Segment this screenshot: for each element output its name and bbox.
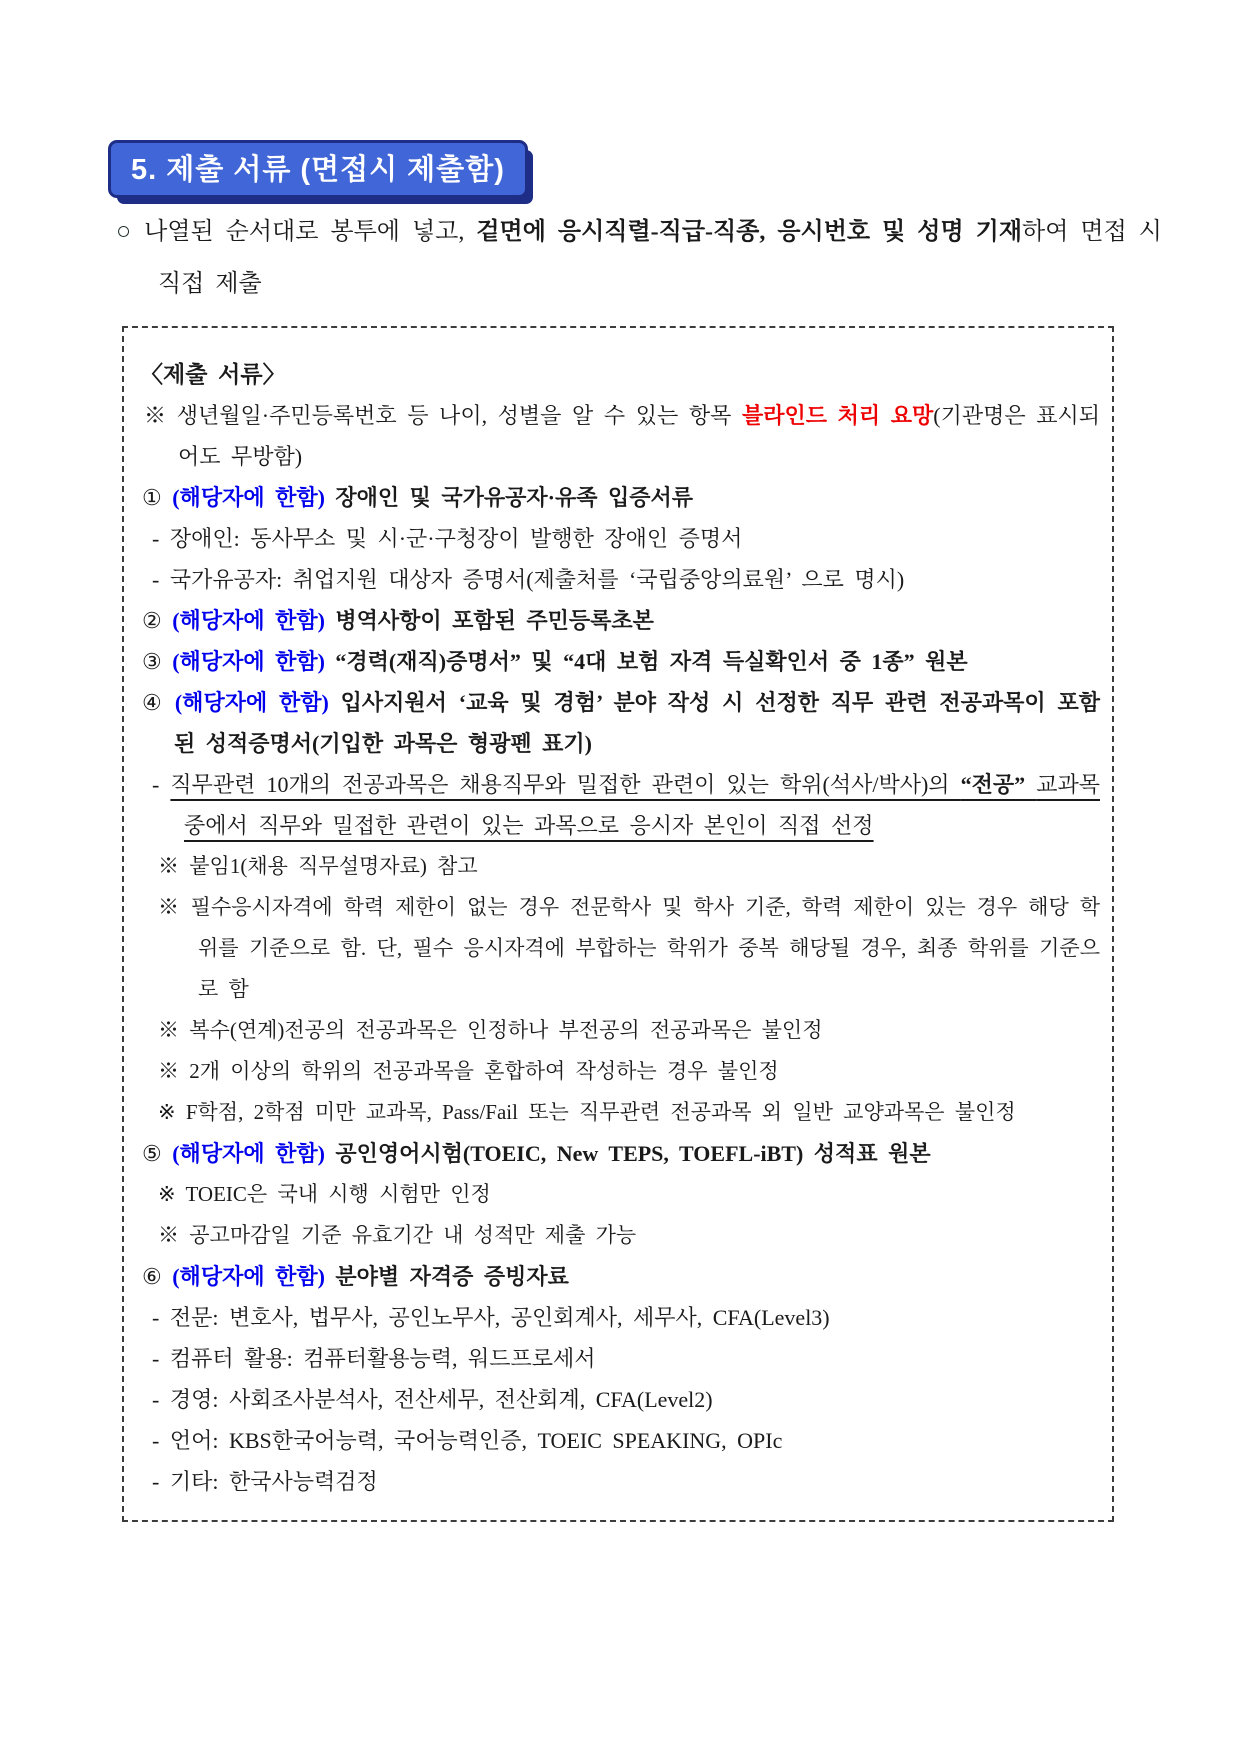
text-run: 블라인드 처리 요망 <box>742 403 934 428</box>
text-run: 〈제출 서류〉 <box>140 362 286 387</box>
doc-line <box>134 1379 1100 1420</box>
text-run: 교과목 중에서 직무와 밀접한 관련이 있는 과목으로 응시자 본인이 직접 선정 <box>184 772 1100 838</box>
doc-line <box>134 1215 1100 1256</box>
text-run: (해당자에 한함) <box>172 485 325 510</box>
doc-line <box>134 764 1100 846</box>
doc-line <box>134 1256 1100 1297</box>
doc-line <box>134 1133 1100 1174</box>
text-run: ※ 공고마감일 기준 유효기간 내 성적만 제출 가능 <box>158 1223 637 1247</box>
doc-line <box>134 1461 1100 1502</box>
doc-line <box>134 477 1100 518</box>
text-run: 나열된 순서대로 봉투에 넣고, <box>144 219 477 245</box>
text-run: (기관명은 표시되어도 무방함) <box>178 403 1100 469</box>
text-run: (해당자에 한함) <box>172 1264 325 1289</box>
text-run: 겉면에 응시직렬-직급-직종, 응시번호 및 성명 기재 <box>476 219 1023 245</box>
doc-line <box>134 682 1100 764</box>
text-run: - <box>152 772 171 797</box>
doc-box <box>122 326 1114 1522</box>
text-run: - 전문: 변호사, 법무사, 공인노무사, 공인회계사, 세무사, CFA(Level3) <box>152 1305 830 1330</box>
text-run: 직무관련 10개의 전공과목은 채용직무와 밀접한 관련이 있는 학위(석사/박사)의 <box>170 772 961 797</box>
text-run: ③ <box>142 649 173 674</box>
doc-line <box>134 395 1100 477</box>
text-run <box>325 1264 336 1289</box>
text-run: (해당자에 한함) <box>172 649 325 674</box>
text-run: ※ 2개 이상의 학위의 전공과목을 혼합하여 작성하는 경우 불인정 <box>158 1059 779 1083</box>
doc-line <box>134 1297 1100 1338</box>
circle-bullet-icon: ○ <box>116 218 133 245</box>
text-run: (해당자에 한함) <box>172 608 325 633</box>
intro-text <box>144 219 1162 297</box>
doc-line <box>134 1338 1100 1379</box>
doc-line <box>134 1010 1100 1051</box>
text-run <box>325 485 336 510</box>
text-run: (해당자에 한함) <box>174 690 329 715</box>
text-run: ④ <box>142 690 175 715</box>
section-title: 5. 제출 서류 (면접시 제출함) <box>108 140 528 198</box>
doc-line <box>134 518 1100 559</box>
intro-paragraph <box>116 206 1162 310</box>
text-run: ② <box>142 608 173 633</box>
text-run: 하여 면접 시 직접 제출 <box>158 219 1162 297</box>
text-run: - 언어: KBS한국어능력, 국어능력인증, TOEIC SPEAKING, OPIc <box>152 1428 783 1453</box>
text-run: “경력(재직)증명서” 및 “4대 보험 자격 득실확인서 중 1종” 원본 <box>335 649 968 674</box>
text-run <box>329 690 341 715</box>
text-run: 장애인 및 국가유공자·유족 입증서류 <box>335 485 694 510</box>
doc-line <box>134 1092 1100 1133</box>
text-run: ※ 붙임1(채용 직무설명자료) 참고 <box>158 854 478 878</box>
text-run: “전공” <box>960 772 1037 797</box>
text-run: (해당자에 한함) <box>172 1141 325 1166</box>
doc-line <box>134 1420 1100 1461</box>
text-run: 병역사항이 포함된 주민등록초본 <box>335 608 654 633</box>
doc-line <box>134 1051 1100 1092</box>
text-run: - 국가유공자: 취업지원 대상자 증명서(제출처를 ‘국립중앙의료원’ 으로 명시) <box>152 567 905 592</box>
text-run: ⑤ <box>142 1141 173 1166</box>
text-run: ※ F학점, 2학점 미만 교과목, Pass/Fail 또는 직무관련 전공과목 외 일반 교양과목은 불인정 <box>158 1100 1016 1124</box>
text-run: ※ 복수(연계)전공의 전공과목은 인정하나 부전공의 전공과목은 불인정 <box>158 1018 823 1042</box>
text-run: ① <box>142 485 173 510</box>
text-run <box>325 1141 336 1166</box>
text-run: 공인영어시험(TOEIC, New TEPS, TOEFL-iBT) 성적표 원본 <box>335 1141 931 1166</box>
text-run: - 경영: 사회조사분석사, 전산세무, 전산회계, CFA(Level2) <box>152 1387 713 1412</box>
text-run: ※ 필수응시자격에 학력 제한이 없는 경우 전문학사 및 학사 기준, 학력 제한이 있는 경우 해당 학위를 기준으로 함. 단, 필수 응시자격에 부합하는 학위가 중복 해당될 경우, 최종 학위를 기준으로 함 <box>158 895 1100 1001</box>
doc-line <box>134 846 1100 887</box>
text-run: ※ 생년월일·주민등록번호 등 나이, 성별을 알 수 있는 항목 <box>144 403 743 428</box>
doc-line <box>134 354 1100 395</box>
doc-line <box>134 559 1100 600</box>
text-run: ⑥ <box>142 1264 173 1289</box>
text-run: - 기타: 한국사능력검정 <box>152 1469 378 1494</box>
text-run: - 컴퓨터 활용: 컴퓨터활용능력, 워드프로세서 <box>152 1346 596 1371</box>
doc-line <box>134 1174 1100 1215</box>
text-run <box>325 608 336 633</box>
doc-line <box>134 887 1100 1010</box>
text-run: 분야별 자격증 증빙자료 <box>335 1264 569 1289</box>
doc-line <box>134 600 1100 641</box>
text-run: ※ TOEIC은 국내 시행 시험만 인정 <box>158 1182 491 1206</box>
doc-line <box>134 641 1100 682</box>
text-run <box>325 649 336 674</box>
text-run: - 장애인: 동사무소 및 시·군·구청장이 발행한 장애인 증명서 <box>152 526 743 551</box>
text-run: 입사지원서 ‘교육 및 경험’ 분야 작성 시 선정한 직무 관련 전공과목이 포함된 성적증명서(기입한 과목은 형광펜 표기) <box>174 690 1100 756</box>
